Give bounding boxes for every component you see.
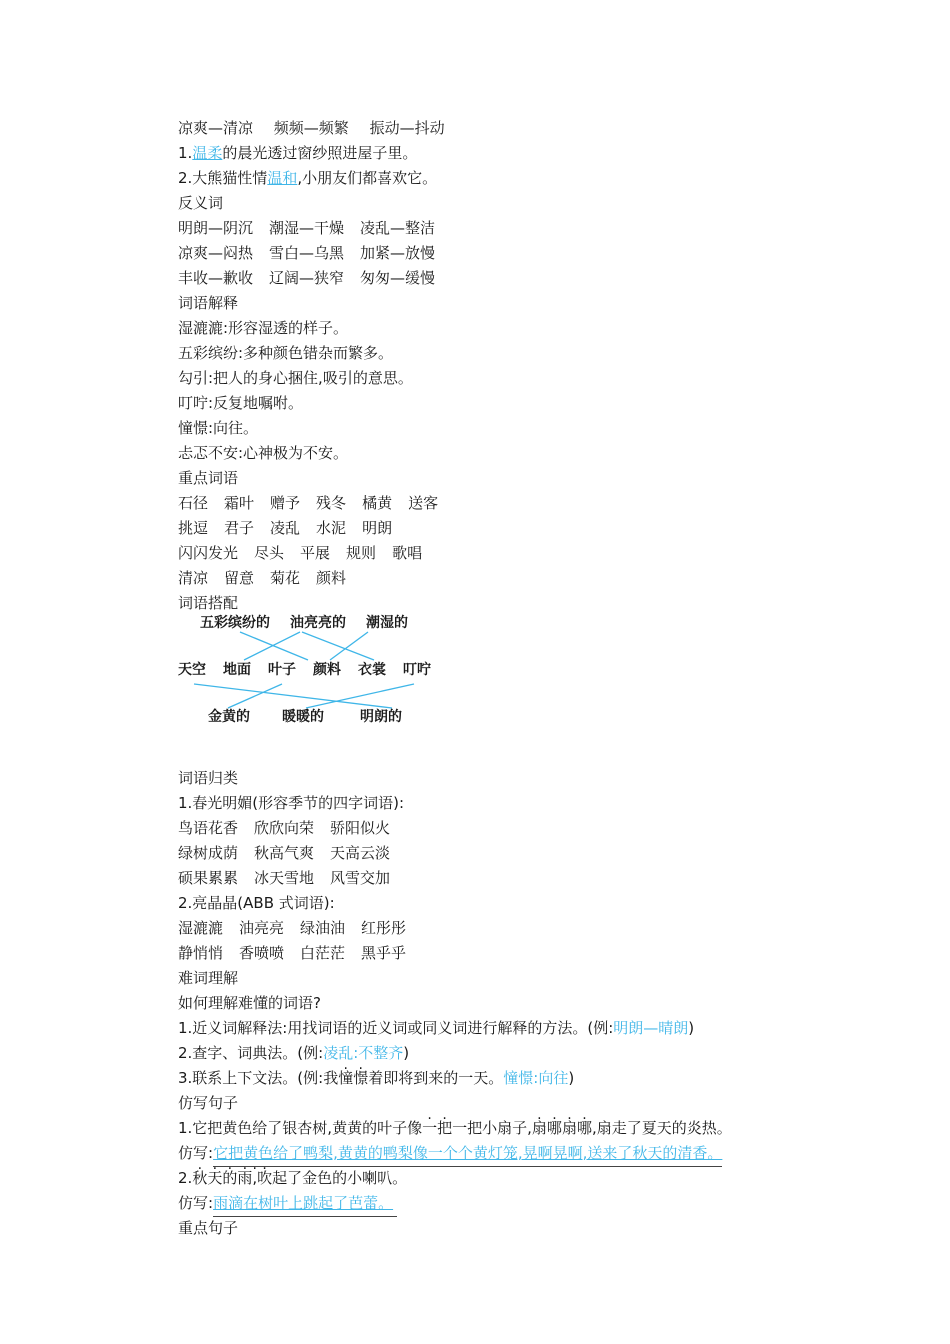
model-sentence-1: 1.它把黄色给了银杏树,黄黄的叶子像一把一把小扇子,扇哪扇哪,扇走了夏天的炎热。 <box>178 1119 732 1137</box>
synonym-pair: 振动—抖动 <box>369 119 445 137</box>
answer-text: 憧憬:向往 <box>503 1069 569 1087</box>
match-bottom-word: 暖暖的 <box>282 709 324 725</box>
key-word-row: 石径 霜叶 赠予 残冬 橘黄 送客 <box>178 494 439 512</box>
section-heading-explanations: 词语解释 <box>178 294 239 312</box>
match-bottom-word: 明朗的 <box>360 709 402 725</box>
antonym-row: 丰收—歉收 辽阔—狭窄 匆匆—缓慢 <box>178 269 436 287</box>
match-middle-word: 叮咛 <box>403 662 431 678</box>
key-word-row: 挑逗 君子 凌乱 水泥 明朗 <box>178 519 393 537</box>
match-middle-word: 地面 <box>223 662 251 678</box>
key-word-row: 闪闪发光 尽头 平展 规则 歌唱 <box>178 544 423 562</box>
section-heading-key-sentences: 重点句子 <box>178 1219 239 1237</box>
imitation-answer-1: 仿写:它把黄色给了鸭梨,黄黄的鸭梨像一个个黄灯笼,晃啊晃啊,送来了秋天的清香。 <box>178 1141 878 1166</box>
match-bottom-word: 金黄的 <box>208 709 250 725</box>
difficult-question: 如何理解难懂的词语? <box>178 994 321 1012</box>
method-2: 2.查字、词典法。(例:凌乱:不整齐) <box>178 1044 410 1062</box>
key-word-row: 清凉 留意 菊花 颜料 <box>178 569 347 587</box>
section-heading-matching: 词语搭配 <box>178 594 239 612</box>
answer-text: 明朗—晴朗 <box>613 1019 689 1037</box>
example-sentence-2: 2.大熊猫性情温和,小朋友们都喜欢它。 <box>178 169 438 187</box>
section-heading-antonyms: 反义词 <box>178 194 224 212</box>
section-heading-key-words: 重点词语 <box>178 469 239 487</box>
idiom-row: 绿树成荫 秋高气爽 天高云淡 <box>178 844 391 862</box>
answer-text: 凌乱:不整齐 <box>323 1044 404 1062</box>
group-title: 1.春光明媚(形容季节的四字词语): <box>178 794 405 812</box>
answer-text: 雨滴在树叶上跳起了芭蕾。 <box>213 1194 394 1212</box>
match-line <box>244 632 300 660</box>
synonym-pair: 频频—频繁 <box>273 119 349 137</box>
idiom-row: 硕果累累 冰天雪地 风雪交加 <box>178 869 391 887</box>
explanation-item: 忐忑不安:心神极为不安。 <box>178 444 349 462</box>
model-sentence-2: 2.秋天的雨· ,吹起了金色的小喇叭。 <box>178 1166 878 1191</box>
explanation-item: 憧憬:向往。 <box>178 419 259 437</box>
explanation-item: 湿漉漉:形容湿透的样子。 <box>178 319 349 337</box>
group-title: 2.亮晶晶(ABB 式词语): <box>178 894 335 912</box>
synonym-row <box>178 116 878 141</box>
match-middle-word: 颜料 <box>313 662 341 678</box>
match-middle-word: 叶子 <box>268 662 296 678</box>
answer-word: 温柔 <box>192 144 223 162</box>
match-top-word: 潮湿的 <box>366 615 408 631</box>
match-top-word: 五彩缤纷的 <box>200 615 270 631</box>
match-line <box>228 684 282 708</box>
method-3: 3.联系上下文法。(例:我憧憬着即将到来的一天。憧憬:向往) <box>178 1069 575 1087</box>
abb-row: 湿漉漉 油亮亮 绿油油 红彤彤 <box>178 919 407 937</box>
answer-word: 温和 <box>267 169 298 187</box>
method-1: 1.近义词解释法:用找词语的近义词或同义词进行解释的方法。(例:明朗—晴朗) <box>178 1019 695 1037</box>
match-middle-word: 衣裳 <box>358 662 386 678</box>
antonym-row: 凉爽—闷热 雪白—乌黑 加紧—放慢 <box>178 244 436 262</box>
synonym-pair: 凉爽—清凉 <box>178 119 254 137</box>
antonym-row: 明朗—阴沉 潮湿—干燥 凌乱—整洁 <box>178 219 436 237</box>
section-heading-classification: 词语归类 <box>178 769 239 787</box>
explanation-item: 叮咛:反复地嘱咐。 <box>178 394 304 412</box>
section-heading-imitation: 仿写句子 <box>178 1094 239 1112</box>
abb-row: 静悄悄 香喷喷 白茫茫 黑乎乎 <box>178 944 407 962</box>
imitation-answer-2: 仿写:雨滴在树叶上跳起了芭蕾。 <box>178 1191 878 1216</box>
match-line <box>240 632 308 660</box>
match-top-word: 油亮亮的 <box>290 615 346 631</box>
idiom-row: 鸟语花香 欣欣向荣 骄阳似火 <box>178 819 391 837</box>
match-middle-word: 天空 <box>178 662 206 678</box>
explanation-item: 五彩缤纷:多种颜色错杂而繁多。 <box>178 344 394 362</box>
document-body <box>178 116 878 1241</box>
example-sentence-1: 1.温柔的晨光透过窗纱照进屋子里。 <box>178 144 418 162</box>
explanation-item: 勾引:把人的身心捆住,吸引的意思。 <box>178 369 413 387</box>
word-matching-diagram <box>178 616 878 766</box>
answer-text: 它把黄色给了鸭梨,黄黄的鸭梨像一个个黄灯笼,晃啊晃啊,送来了秋天的清香。 <box>213 1144 723 1162</box>
section-heading-difficult: 难词理解 <box>178 969 239 987</box>
matching-lines <box>178 616 478 746</box>
